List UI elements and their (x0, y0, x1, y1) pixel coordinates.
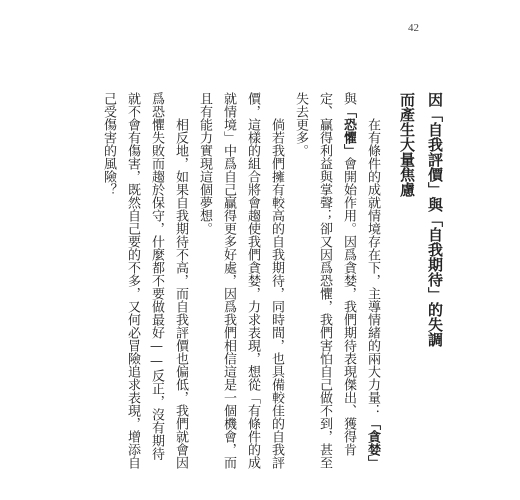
paragraph-1-conjunction: 與 (341, 92, 356, 105)
section-heading-line-2: 而產生大量焦慮 (398, 92, 416, 197)
paragraph-3: 相反地，如果自我期待不高，而自我評價也偏低，我們就會因爲恐懼失敗而趨於保守，什麼都不要做最好——反正，沒有期待就不會有傷害，既然自己要的不多，又何必冒險追求表現，增添自己受傷害的風險？ (101, 92, 188, 469)
paragraph-1 (288, 92, 384, 472)
vertical-text-body (28, 92, 448, 472)
keyword-greed: 「貪婪」 (365, 417, 380, 469)
paragraph-2: 倘若我們擁有較高的自我期待，同時間，也具備較佳的自我評價，這樣的組合將會趨使我們貪婪，力求表現，想從「有條件的成就情境」中爲自己贏得更多好處，因爲我們相信這是一個機會，而且有能力實現這個夢想。 (197, 92, 284, 469)
section-heading-line-1: 因「自我評價」與「自我期待」的失調 (426, 92, 444, 347)
paragraph-1-intro: 在有條件的成就情境存在下，主導情緒的兩大力量： (365, 118, 380, 417)
paragraph-1-rest: 會開始作用。因爲貪婪，我們期待表現傑出、獲得肯定、贏得利益與掌聲；卻又因爲恐懼，我們害怕自己做不到，甚至失去更多。 (293, 92, 356, 469)
keyword-fear: 「恐懼」 (341, 105, 356, 157)
section-heading (394, 92, 448, 472)
page-number: 42 (408, 22, 419, 34)
